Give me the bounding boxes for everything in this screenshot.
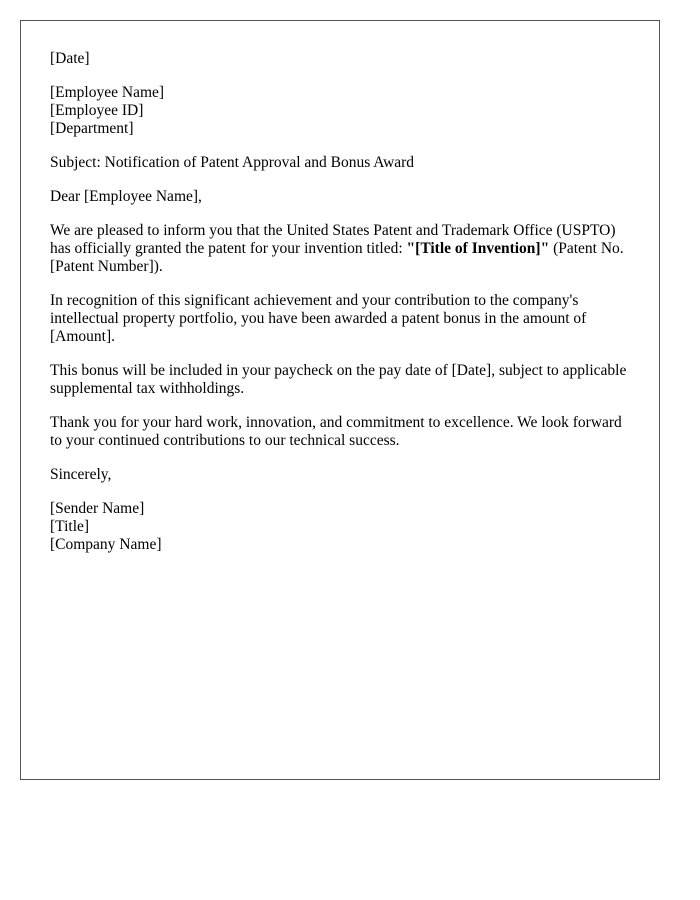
- letter-closing: Sincerely,: [50, 466, 112, 483]
- recipient-name: [Employee Name]: [50, 84, 165, 101]
- patent-number-text: (Patent No. [Patent Number]).: [50, 240, 624, 275]
- letter-page: [20, 20, 660, 780]
- letter-date: [Date]: [50, 50, 90, 67]
- sender-name: [Sender Name]: [50, 500, 145, 517]
- sender-block: [50, 500, 631, 554]
- paragraph-bonus-award: In recognition of this significant achievement and your contribution to the company's intellectual property portfolio, you have been awarded a patent bonus in the amount of [Amount].: [50, 292, 587, 345]
- sender-title: [Title]: [50, 518, 90, 535]
- recipient-department: [Department]: [50, 120, 134, 137]
- sender-company: [Company Name]: [50, 536, 162, 553]
- recipient-id: [Employee ID]: [50, 102, 144, 119]
- letter-salutation: Dear [Employee Name],: [50, 188, 202, 205]
- paragraph-paycheck: This bonus will be included in your paycheck on the pay date of [Date], subject to applicable supplemental tax withholdings.: [50, 362, 627, 397]
- recipient-block: [50, 84, 631, 138]
- paragraph-patent-granted-intro: We are pleased to inform you that the United States Patent and Trademark Office (USPTO) has officially granted the patent for your invention titled:: [50, 222, 616, 257]
- invention-title: "[Title of Invention]": [406, 240, 550, 257]
- paragraph-thanks: Thank you for your hard work, innovation, and commitment to excellence. We look forward to your continued contributions to our technical success.: [50, 414, 622, 449]
- letter-subject: Subject: Notification of Patent Approval and Bonus Award: [50, 154, 415, 171]
- paragraph-patent-granted: [50, 222, 631, 276]
